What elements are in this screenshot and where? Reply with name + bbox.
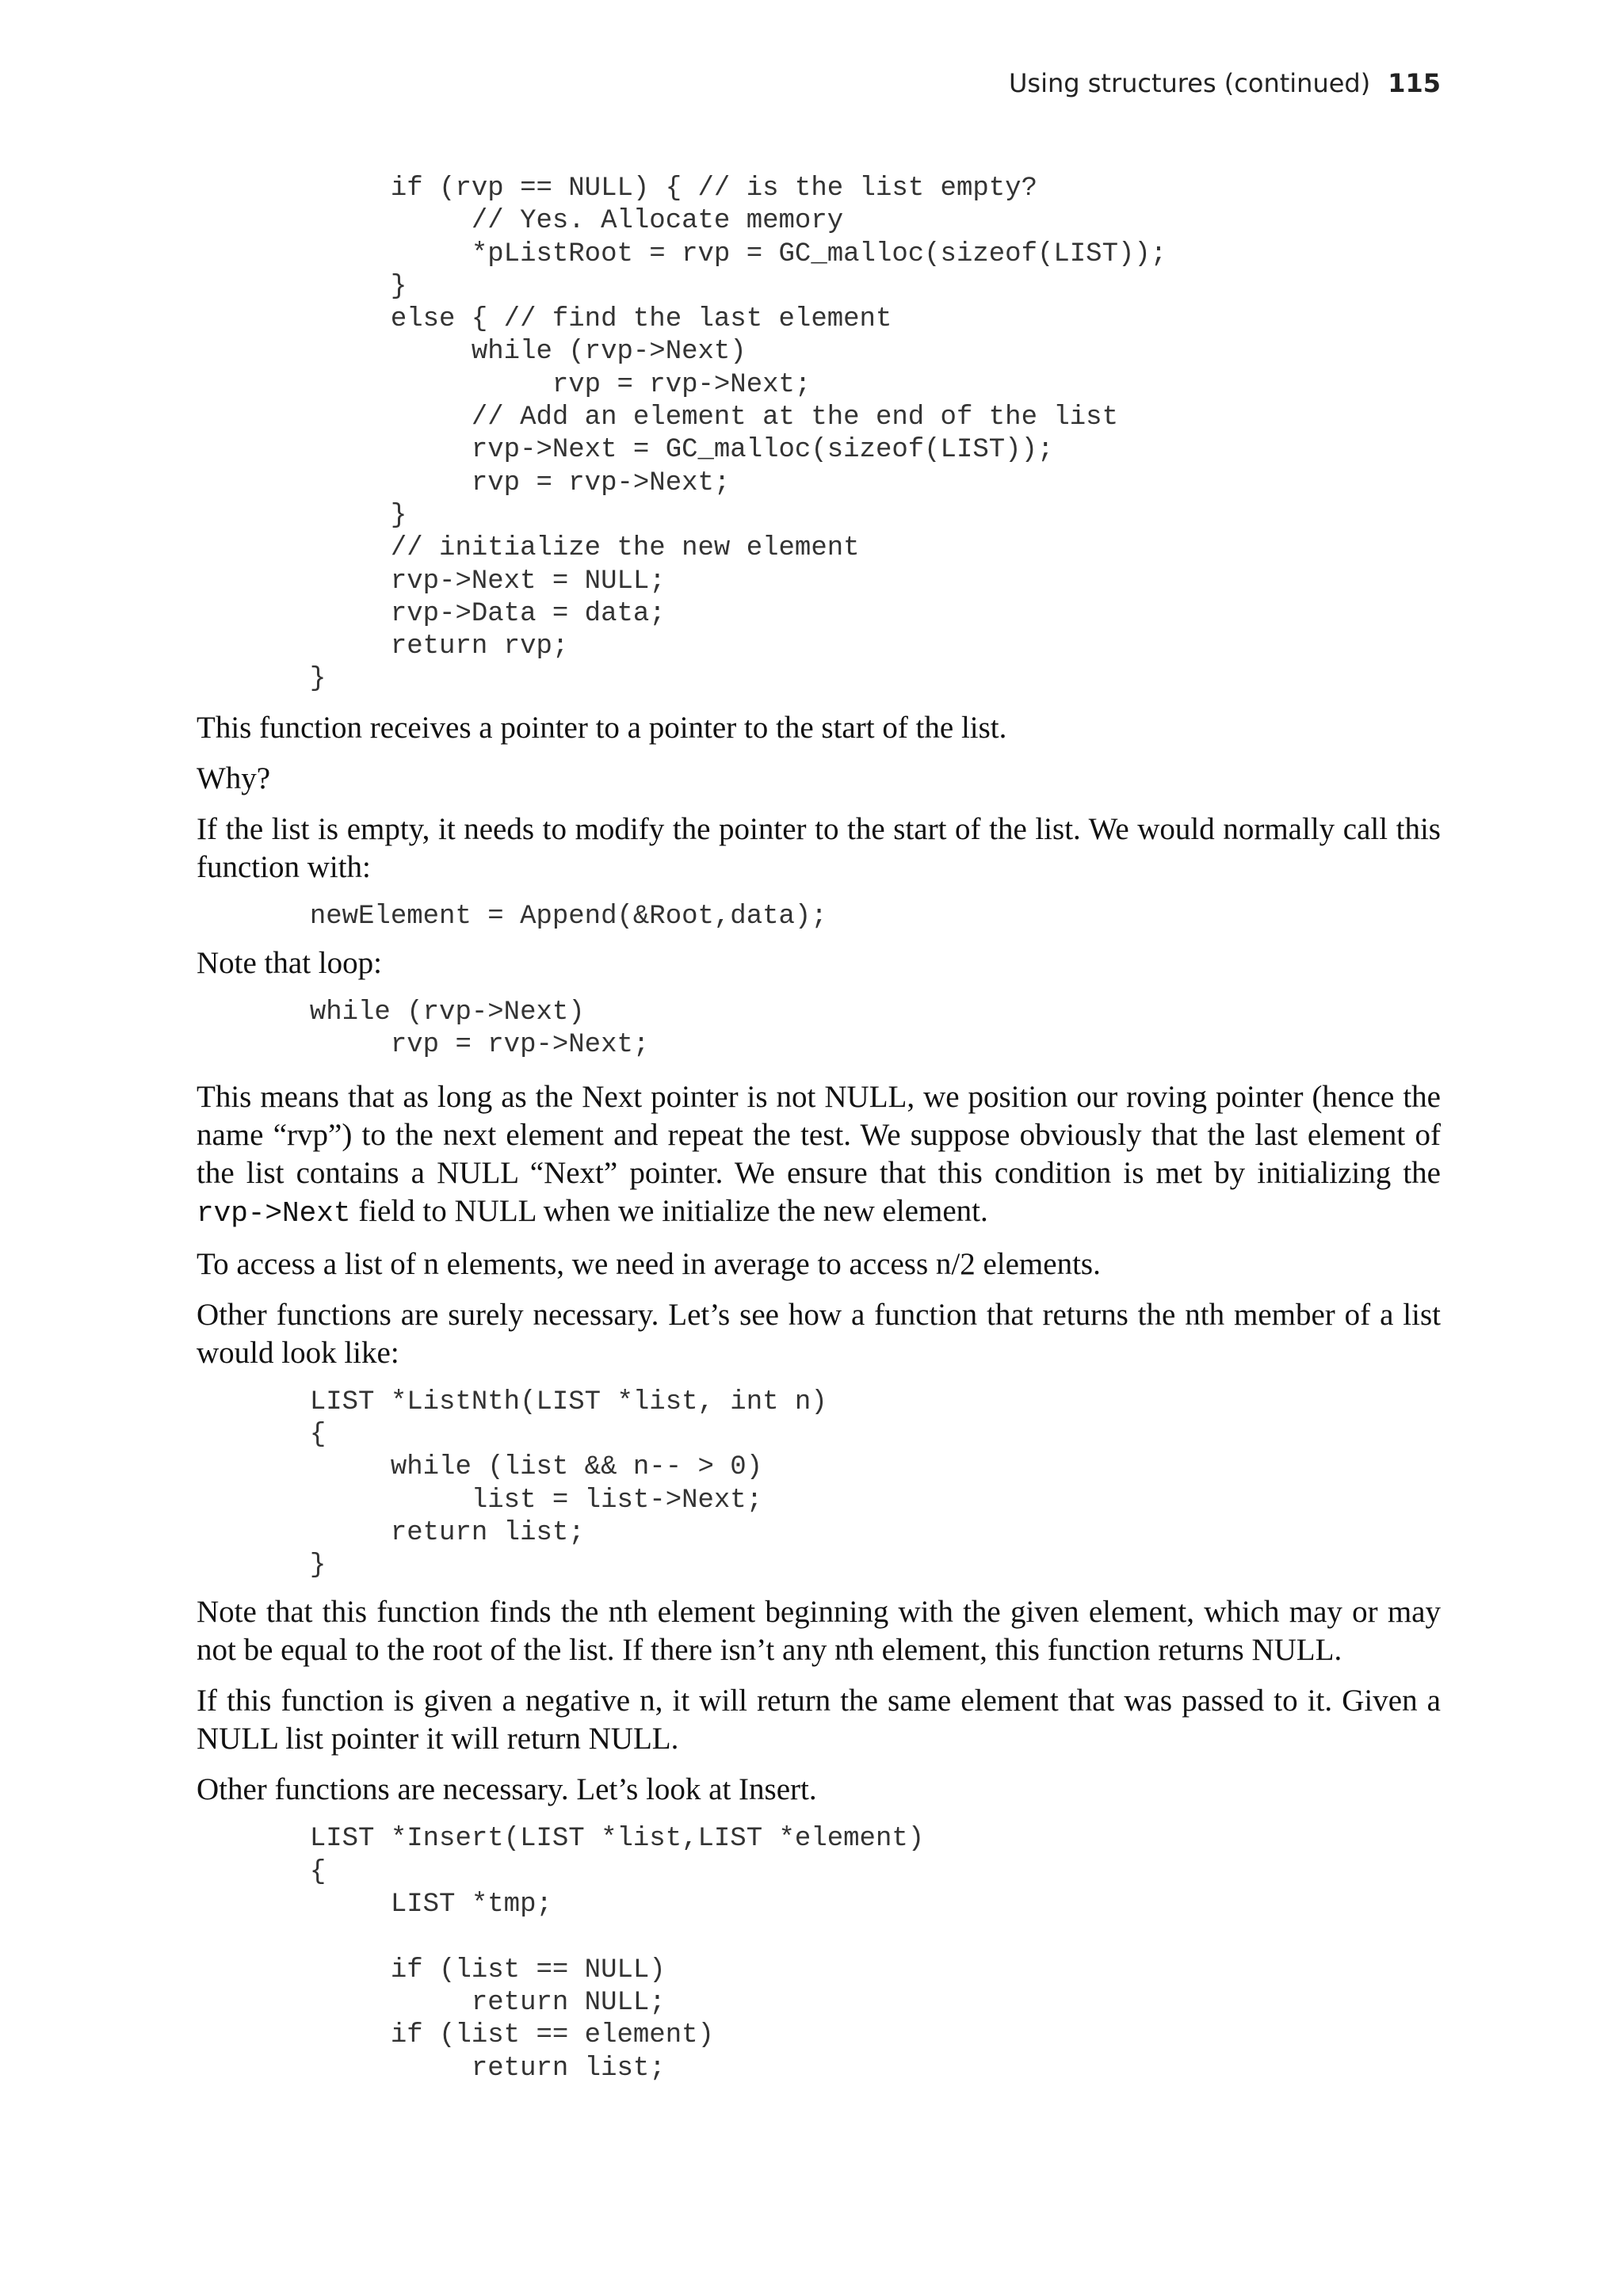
paragraph-roving-pointer [197,1078,1441,1233]
running-title: Using structures (continued) [1008,68,1371,98]
page-number: 115 [1388,68,1441,98]
code-block-while-loop: while (rvp->Next) rvp = rvp->Next; [309,997,650,1061]
code-block-listnth: LIST *ListNth(LIST *list, int n) { while (list && n-- > 0) list = list->Next; return list; } [309,1386,827,1581]
paragraph-nth-element: Note that this function finds the nth element beginning with the given element, which may or may not be equal to the root of the list. If there isn’t any nth element, this function returns NULL. [197,1595,1441,1668]
code-block-insert: LIST *Insert(LIST *list,LIST *element) { LIST *tmp; if (list == NULL) return NULL; if (list == element) return list; [309,1824,925,2084]
code-block-append-body: if (rvp == NULL) { // is the list empty? // Yes. Allocate memory *pListRoot = rvp = GC_malloc(sizeof(LIST)); } else { // find the last element while (rvp->Next) rvp = rvp->Next; // Add an element at the end of the list rvp->Next = GC_malloc(sizeof(LIST)); rvp = rvp->Next; } // initialize the new element rvp->Next = NULL; rvp->Data = data; return rvp; } [309,174,1167,695]
paragraph-other-functions: Other functions are surely necessary. Let’s see how a function that returns the nth member of a list would look like: [197,1297,1441,1370]
paragraph-insert-intro: Other functions are necessary. Let’s look at Insert. [197,1772,817,1807]
inline-code-rvp-next: rvp->Next [197,1196,351,1230]
paragraph-average-access: To access a list of n elements, we need in average to access n/2 elements. [197,1246,1101,1281]
paragraph-pointer-to-pointer: This function receives a pointer to a pointer to the start of the list. [197,710,1007,745]
code-block-append-call: newElement = Append(&Root,data); [197,901,827,932]
paragraph-why: Why? [197,761,271,795]
running-header [1009,68,1441,98]
paragraph-list-empty: If the list is empty, it needs to modify the pointer to the start of the list. We would normally call this function with: [197,811,1441,884]
paragraph-text: field to NULL when we initialize the new element. [350,1193,988,1228]
page-body [197,173,1441,2085]
paragraph-note-loop: Note that loop: [197,946,382,981]
paragraph-negative-n: If this function is given a negative n, it will return the same element that was passed to it. Given a NULL list pointer it will return NULL. [197,1684,1441,1756]
paragraph-text: This means that as long as the Next pointer is not NULL, we position our roving pointer (hence the name “rvp”) to the next element and repeat the test. We suppose obviously that the last element of the list contains a NULL “Next” pointer. We ensure that this condition is met by initializing the [197,1079,1441,1190]
